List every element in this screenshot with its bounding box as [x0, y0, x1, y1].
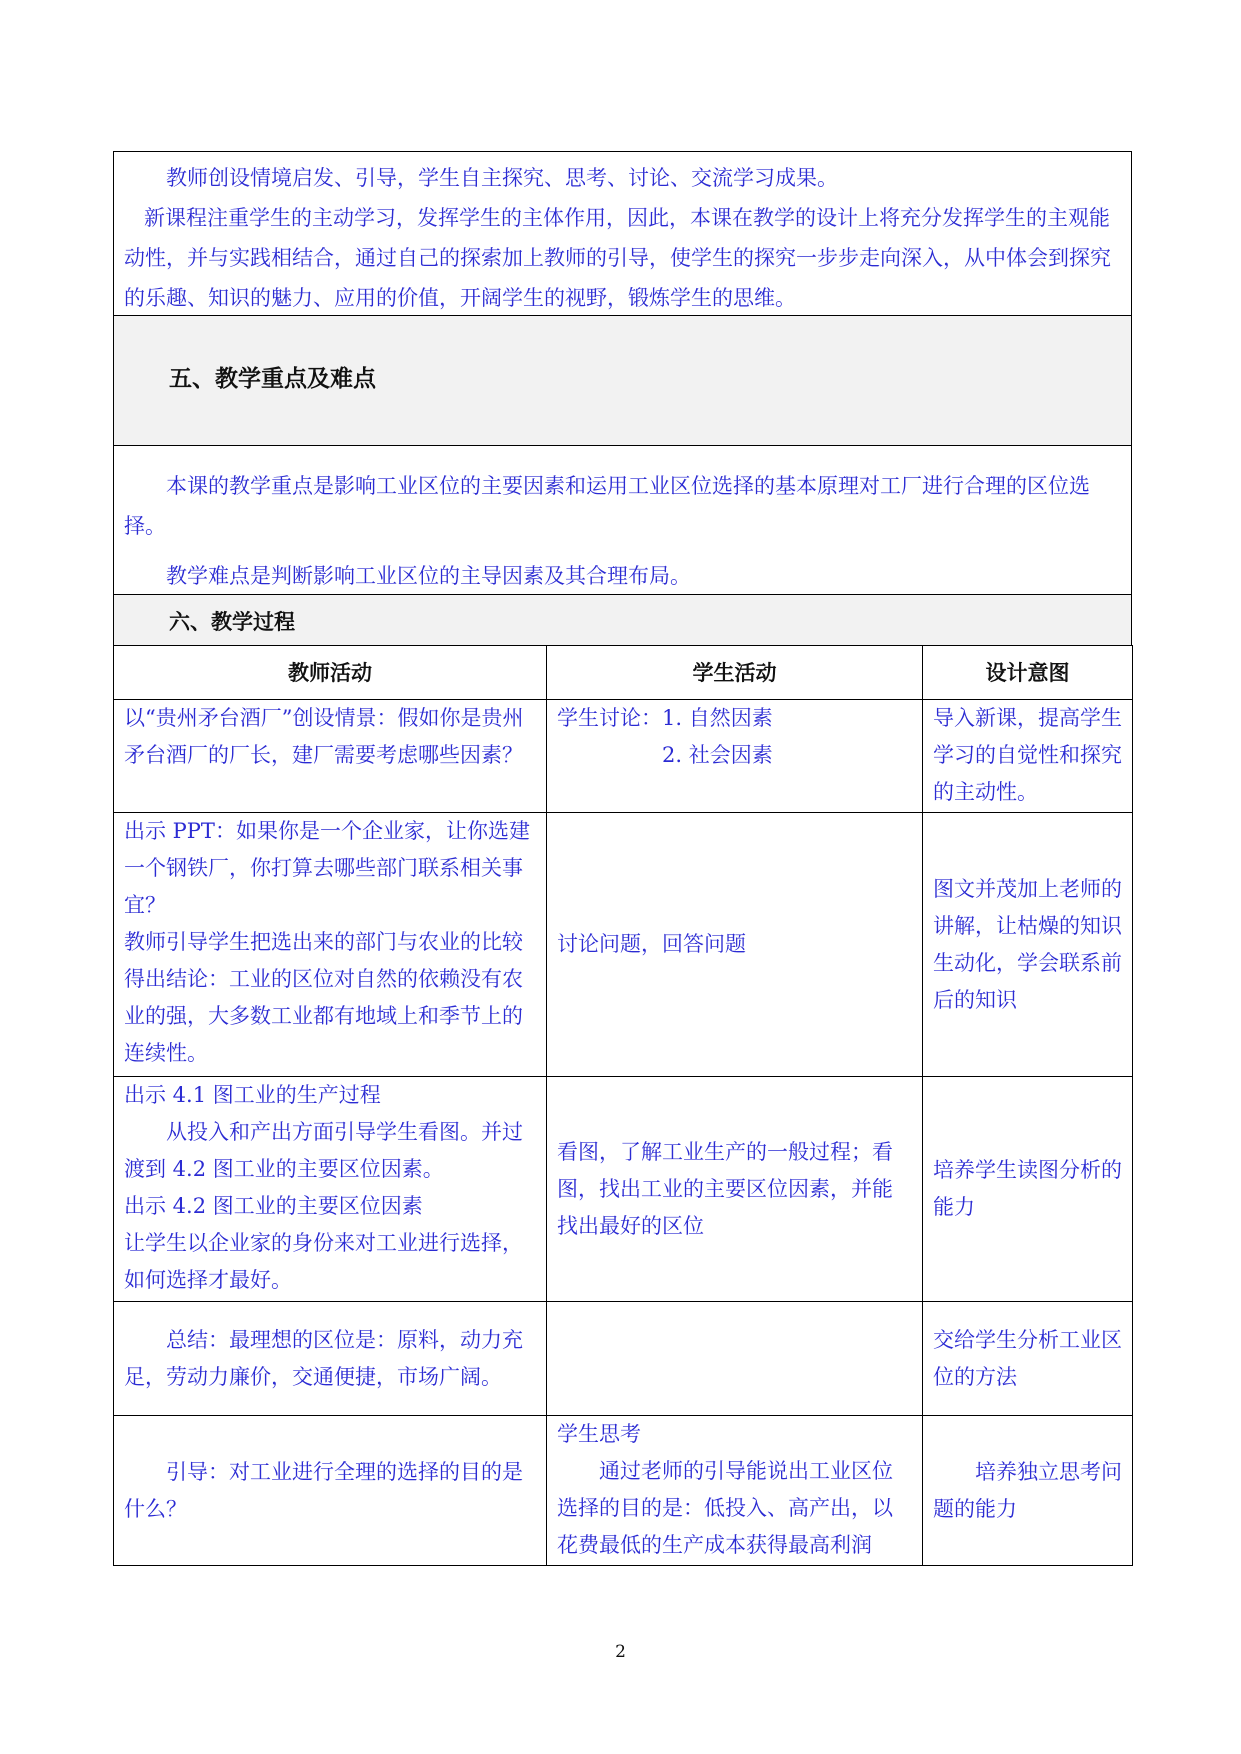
- teacher-activity-text: 让学生以企业家的身份来对工业进行选择，如何选择才最好。: [124, 1231, 523, 1292]
- design-intent-cell: [923, 1302, 1133, 1416]
- teaching-difficulty-text: 教学难点是判断影响工业区位的主导因素及其合理布局。: [166, 564, 691, 588]
- header-student-activity: 学生活动: [547, 646, 923, 700]
- student-activity-cell: [547, 700, 923, 813]
- table-row: [114, 813, 1133, 1077]
- header-design-intent: 设计意图: [923, 646, 1133, 700]
- student-activity-text: 学生思考: [557, 1422, 641, 1446]
- teacher-activity-cell: [114, 1416, 547, 1566]
- design-intent-text: 培养学生读图分析的能力: [933, 1158, 1122, 1219]
- teacher-activity-cell: [114, 1302, 547, 1416]
- table-row: [114, 1416, 1133, 1566]
- design-intent-text: 培养独立思考问题的能力: [933, 1459, 1122, 1521]
- page-number: 2: [615, 1642, 626, 1662]
- design-intent-text: 图文并茂加上老师的讲解，让枯燥的知识生动化，学会联系前后的知识: [933, 876, 1122, 1012]
- teaching-method-text: 教师创设情境启发、引导，学生自主探究、思考、讨论、交流学习成果。: [166, 166, 838, 190]
- table-row: [114, 700, 1133, 813]
- design-intent-cell: [923, 813, 1133, 1077]
- teaching-philosophy-text: 新课程注重学生的主动学习，发挥学生的主体作用，因此，本课在教学的设计上将充分发挥学生的主观能动性，并与实践相结合，通过自己的探索加上教师的引导，使学生的探究一步步走向深入，从中体会到探究的乐趣、知识的魅力、应用的价值，开阔学生的视野，锻炼学生的思维。: [124, 206, 1111, 310]
- teacher-activity-text: 出示 4.1 图工业的生产过程: [124, 1083, 381, 1107]
- student-activity-cell: [547, 813, 923, 1077]
- student-activity-cell: [547, 1302, 923, 1416]
- teacher-activity-text: 引导：对工业进行全理的选择的目的是什么？: [124, 1459, 523, 1521]
- student-activity-text: 讨论问题，回答问题: [557, 932, 746, 956]
- table-header-row: [114, 646, 1133, 700]
- student-activity-text: 2. 社会因素: [662, 743, 773, 767]
- teacher-activity-text: 总结：最理想的区位是：原料，动力充足，劳动力廉价，交通便捷，市场广阔。: [124, 1327, 523, 1389]
- design-intent-text: 导入新课，提高学生学习的自觉性和探究的主动性。: [933, 706, 1122, 804]
- student-activity-text: 通过老师的引导能说出工业区位选择的目的是：低投入、高产出，以花费最低的生产成本获得最高利润: [557, 1459, 893, 1557]
- design-intent-cell: [923, 1416, 1133, 1566]
- teacher-activity-text: 出示 4.2 图工业的主要区位因素: [124, 1194, 423, 1218]
- section6-heading: 六、教学过程: [169, 609, 295, 634]
- table-row: [114, 1077, 1133, 1302]
- teacher-activity-cell: [114, 700, 547, 813]
- design-intent-cell: [923, 700, 1133, 813]
- section5-header: [113, 315, 1132, 446]
- teaching-focus-text: 本课的教学重点是影响工业区位的主要因素和运用工业区位选择的基本原理对工厂进行合理的区位选择。: [124, 474, 1090, 538]
- teacher-activity-text: 以“贵州矛台酒厂”创设情景：假如你是贵州矛台酒厂的厂长，建厂需要考虑哪些因素？: [124, 706, 524, 767]
- student-activity-text: 看图，了解工业生产的一般过程；看图，找出工业的主要区位因素，并能找出最好的区位: [557, 1139, 893, 1238]
- teacher-activity-text: 教师引导学生把选出来的部门与农业的比较得出结论：工业的区位对自然的依赖没有农业的强，大多数工业都有地域上和季节上的连续性。: [124, 930, 523, 1065]
- teaching-method-box: [113, 151, 1132, 316]
- teaching-process-table: [113, 645, 1133, 1566]
- teacher-activity-text: 从投入和产出方面引导学生看图。并过渡到 4.2 图工业的主要区位因素。: [124, 1120, 523, 1181]
- section5-content: [113, 445, 1132, 595]
- table-row: [114, 1302, 1133, 1416]
- section6-header: [113, 594, 1132, 646]
- teacher-activity-cell: [114, 813, 547, 1077]
- header-teacher-activity: 教师活动: [114, 646, 547, 700]
- student-activity-cell: [547, 1077, 923, 1302]
- student-activity-cell: [547, 1416, 923, 1566]
- section5-heading: 五、教学重点及难点: [169, 365, 376, 392]
- design-intent-text: 交给学生分析工业区位的方法: [933, 1327, 1122, 1389]
- design-intent-cell: [923, 1077, 1133, 1302]
- student-activity-text: 学生讨论：1. 自然因素: [557, 706, 773, 730]
- teacher-activity-cell: [114, 1077, 547, 1302]
- teacher-activity-text: 出示 PPT：如果你是一个企业家，让你选建一个钢铁厂，你打算去哪些部门联系相关事宜？: [124, 819, 530, 917]
